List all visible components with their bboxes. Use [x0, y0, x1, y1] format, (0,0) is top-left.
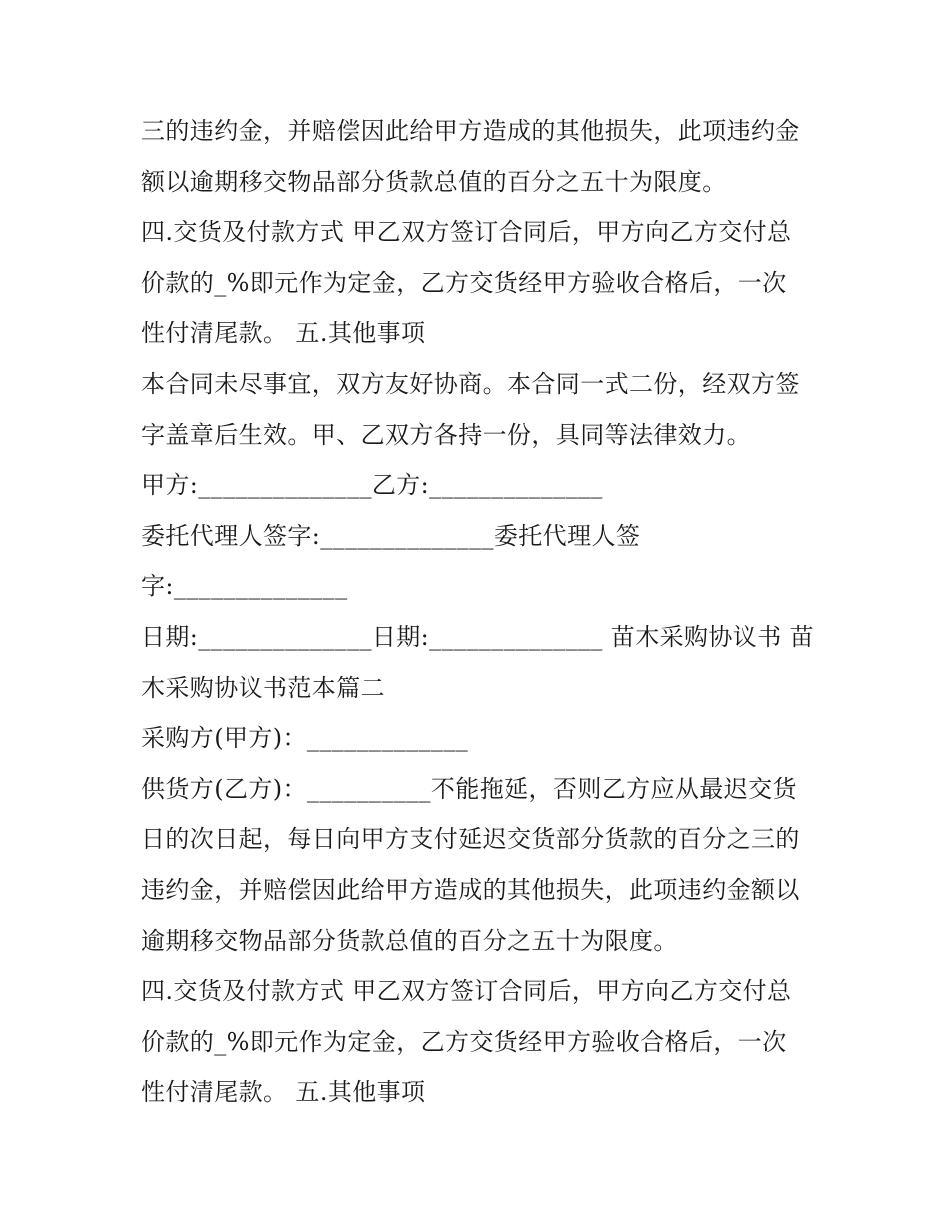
supplier-line: 供货方(乙方)：__________不能拖延，否则乙方应从最迟交货 — [141, 774, 797, 803]
text-line: 逾期移交物品部分货款总值的百分之五十为限度。 — [141, 926, 678, 955]
section-title: 木采购协议书范本篇二 — [141, 673, 385, 702]
signature-line-agents-cont: 字:______________ — [141, 572, 348, 601]
text-line: 字盖章后生效。甲、乙双方各持一份，具同等法律效力。 — [141, 420, 751, 449]
signature-line-agents: 委托代理人签字:______________委托代理人签 — [141, 521, 641, 550]
text-line: 价款的_%即元作为定金，乙方交货经甲方验收合格后，一次 — [141, 268, 787, 297]
document-body — [141, 106, 841, 1118]
text-line: 三的违约金，并赔偿因此给甲方造成的其他损失，此项违约金 — [141, 117, 800, 145]
text-line: 四.交货及付款方式 甲乙双方签订合同后，甲方向乙方交付总 — [141, 218, 792, 247]
text-line: 额以逾期移交物品部分货款总值的百分之五十为限度。 — [141, 167, 727, 196]
signature-line-parties: 甲方:______________乙方:______________ — [141, 471, 603, 500]
buyer-line: 采购方(甲方)：_____________ — [141, 724, 469, 753]
text-line: 性付清尾款。 五.其他事项 — [141, 1078, 426, 1107]
text-line: 价款的_%即元作为定金，乙方交货经甲方验收合格后，一次 — [141, 1027, 787, 1056]
date-line: 日期:______________日期:______________ 苗木采购协议书 苗 — [141, 622, 815, 651]
text-line: 四.交货及付款方式 甲乙双方签订合同后，甲方向乙方交付总 — [141, 977, 792, 1006]
text-line: 违约金，并赔偿因此给甲方造成的其他损失，此项违约金额以 — [141, 875, 800, 904]
text-line: 日的次日起，每日向甲方支付延迟交货部分货款的百分之三的 — [141, 825, 800, 854]
text-line: 性付清尾款。 五.其他事项 — [141, 319, 426, 348]
text-line: 本合同未尽事宜，双方友好协商。本合同一式二份，经双方签 — [141, 369, 800, 398]
